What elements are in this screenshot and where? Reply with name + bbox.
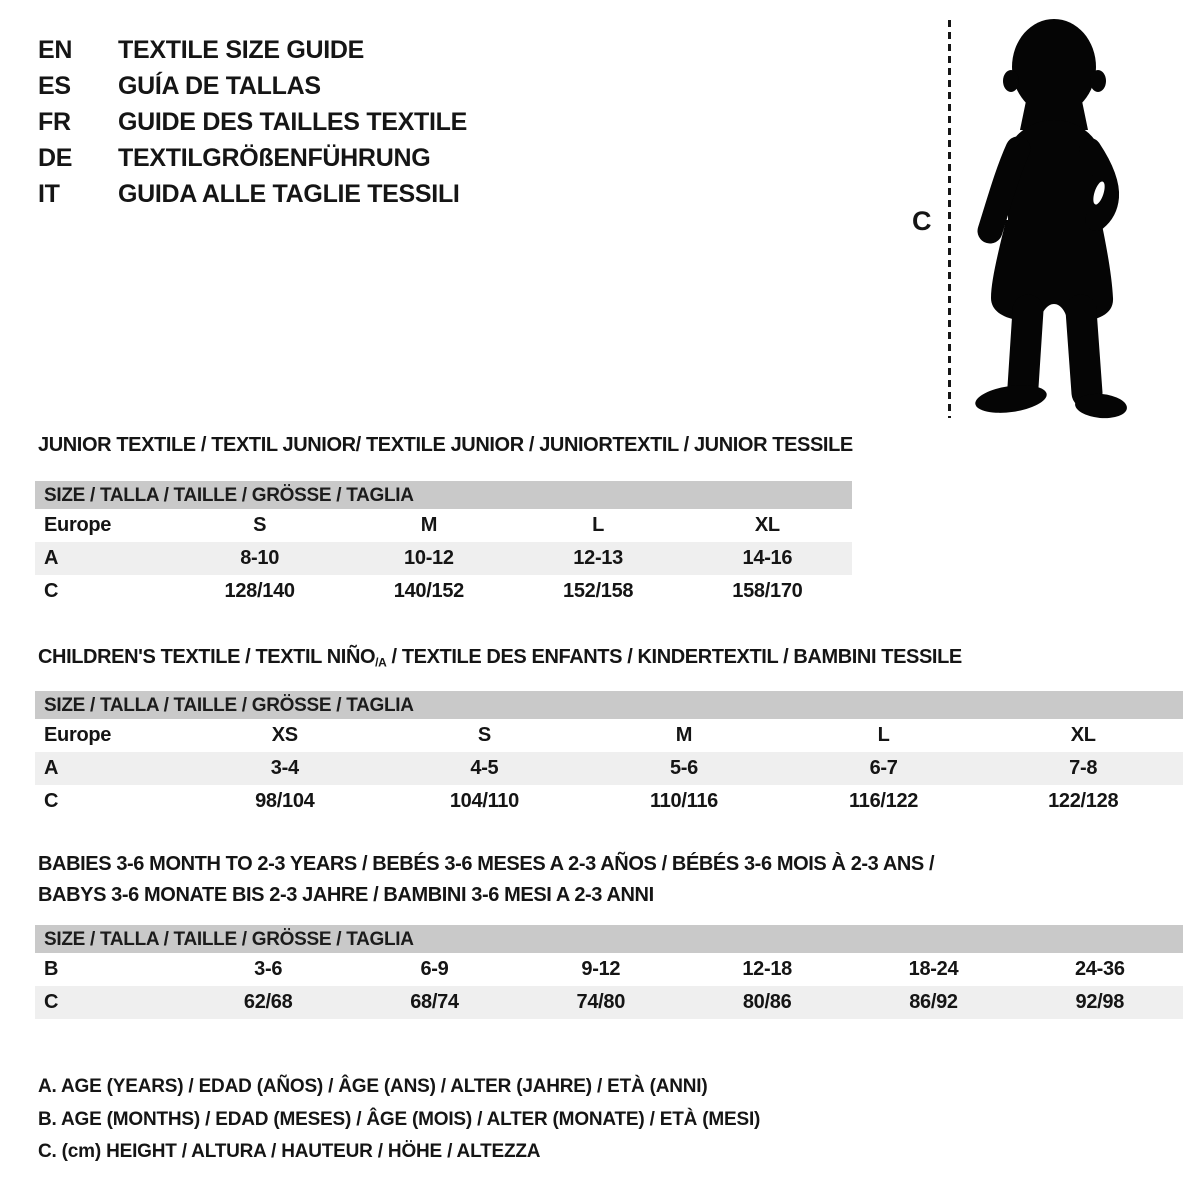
table-cell: 98/104	[255, 790, 315, 812]
table-row	[35, 542, 852, 575]
table-cell: 62/68	[243, 991, 293, 1013]
table-cell: 8-10	[240, 547, 280, 569]
lang-code: ES	[38, 72, 71, 100]
legend-line-b: B. AGE (MONTHS) / EDAD (MESES) / ÂGE (MOIS) / ALTER (MONATE) / ETÀ (MESI)	[38, 1108, 761, 1130]
babies-size-table	[35, 925, 1183, 1019]
lang-label: GUIDA ALLE TAGLIE TESSILI	[118, 180, 460, 208]
table-cell: 104/110	[449, 790, 519, 812]
table-cell: 3-4	[270, 757, 299, 779]
table-cell: S	[253, 514, 267, 536]
lang-row-es	[38, 68, 467, 104]
table-cell: 14-16	[742, 547, 793, 569]
children-size-table	[35, 691, 1183, 818]
children-table	[35, 719, 1183, 818]
table-cell: 158/170	[732, 580, 803, 602]
table-row	[35, 986, 1183, 1019]
children-title-sub: /A	[375, 655, 387, 670]
toddler-silhouette-icon	[968, 15, 1132, 421]
table-cell: 12-13	[573, 547, 623, 569]
height-measure-dashed-line	[948, 20, 951, 418]
junior-table	[35, 509, 852, 608]
lang-code: FR	[38, 108, 71, 136]
lang-row-fr	[38, 104, 467, 140]
table-cell: 110/116	[649, 790, 718, 812]
table-row	[35, 575, 852, 608]
row-label: Europe	[44, 724, 112, 746]
lang-label: GUIDE DES TAILLES TEXTILE	[118, 108, 468, 136]
table-cell: 12-18	[742, 958, 792, 980]
table-cell: XL	[754, 514, 780, 536]
legend-line-a: A. AGE (YEARS) / EDAD (AÑOS) / ÂGE (ANS) / ALTER (JAHRE) / ETÀ (ANNI)	[38, 1076, 708, 1097]
table-cell: M	[675, 724, 693, 746]
table-cell: 6-9	[420, 958, 449, 980]
junior-size-header-bar: SIZE / TALLA / TAILLE / GRÖSSE / TAGLIA	[35, 481, 852, 509]
table-cell: 6-7	[869, 757, 898, 779]
table-cell: 74/80	[576, 991, 626, 1013]
table-row	[35, 509, 852, 542]
lang-row-de	[38, 140, 467, 176]
children-title-prefix: CHILDREN'S TEXTILE / TEXTIL NIÑO	[38, 646, 376, 668]
children-section-title	[38, 646, 962, 669]
row-label: C	[44, 991, 59, 1013]
table-cell: 152/158	[563, 580, 634, 602]
table-cell: 4-5	[470, 757, 499, 779]
table-cell: 68/74	[410, 991, 459, 1013]
table-cell: 5-6	[669, 757, 698, 779]
children-size-header-bar: SIZE / TALLA / TAILLE / GRÖSSE / TAGLIA	[35, 691, 1183, 719]
babies-title-line1: BABIES 3-6 MONTH TO 2-3 YEARS / BEBÉS 3-6 MESES A 2-3 AÑOS / BÉBÉS 3-6 MOIS À 2-3 ANS /	[38, 853, 935, 875]
junior-section-title: JUNIOR TEXTILE / TEXTIL JUNIOR/ TEXTILE JUNIOR / JUNIORTEXTIL / JUNIOR TESSILE	[38, 434, 853, 456]
table-cell: 116/122	[849, 790, 919, 812]
table-cell: 140/152	[393, 580, 464, 602]
table-cell: XS	[271, 724, 298, 746]
table-cell: L	[592, 514, 605, 536]
table-row	[35, 785, 1183, 818]
table-cell: 92/98	[1075, 991, 1125, 1013]
table-cell: 18-24	[908, 958, 959, 980]
table-row	[35, 752, 1183, 785]
legend-line-c: C. (cm) HEIGHT / ALTURA / HAUTEUR / HÖHE / ALTEZZA	[38, 1141, 541, 1162]
babies-section-title	[38, 849, 934, 911]
lang-label: TEXTILGRÖßENFÜHRUNG	[118, 144, 431, 172]
height-measure-label: C	[912, 206, 932, 236]
table-cell: 9-12	[581, 958, 621, 980]
lang-code: DE	[38, 144, 73, 172]
children-title-suffix: / TEXTILE DES ENFANTS / KINDERTEXTIL / BAMBINI TESSILE	[386, 646, 962, 668]
babies-table	[35, 953, 1183, 1019]
row-label: C	[44, 790, 59, 812]
lang-row-en	[38, 32, 467, 68]
row-label: A	[44, 547, 59, 569]
table-cell: S	[477, 724, 491, 746]
measure-legend	[38, 1071, 760, 1169]
table-cell: 10-12	[404, 547, 454, 569]
lang-label: TEXTILE SIZE GUIDE	[118, 36, 365, 64]
row-label: A	[44, 757, 59, 779]
table-cell: XL	[1070, 724, 1096, 746]
lang-code: IT	[38, 180, 60, 208]
junior-size-table	[35, 481, 852, 608]
table-cell: M	[420, 514, 438, 536]
table-cell: 3-6	[254, 958, 283, 980]
table-cell: 86/92	[909, 991, 958, 1013]
lang-row-it	[38, 176, 467, 212]
table-cell: 7-8	[1069, 757, 1098, 779]
table-cell: 24-36	[1074, 958, 1125, 980]
language-title-block	[38, 32, 467, 212]
table-row	[35, 719, 1183, 752]
lang-code: EN	[38, 36, 73, 64]
table-cell: 122/128	[1048, 790, 1119, 812]
table-row	[35, 953, 1183, 986]
babies-size-header-bar: SIZE / TALLA / TAILLE / GRÖSSE / TAGLIA	[35, 925, 1183, 953]
row-label: Europe	[44, 514, 112, 536]
table-cell: 80/86	[742, 991, 792, 1013]
row-label: B	[44, 958, 59, 980]
lang-label: GUÍA DE TALLAS	[118, 72, 321, 100]
row-label: C	[44, 580, 59, 602]
table-cell: L	[877, 724, 890, 746]
table-cell: 128/140	[224, 580, 295, 602]
babies-title-line2: BABYS 3-6 MONATE BIS 2-3 JAHRE / BAMBINI 3-6 MESI A 2-3 ANNI	[38, 884, 654, 906]
